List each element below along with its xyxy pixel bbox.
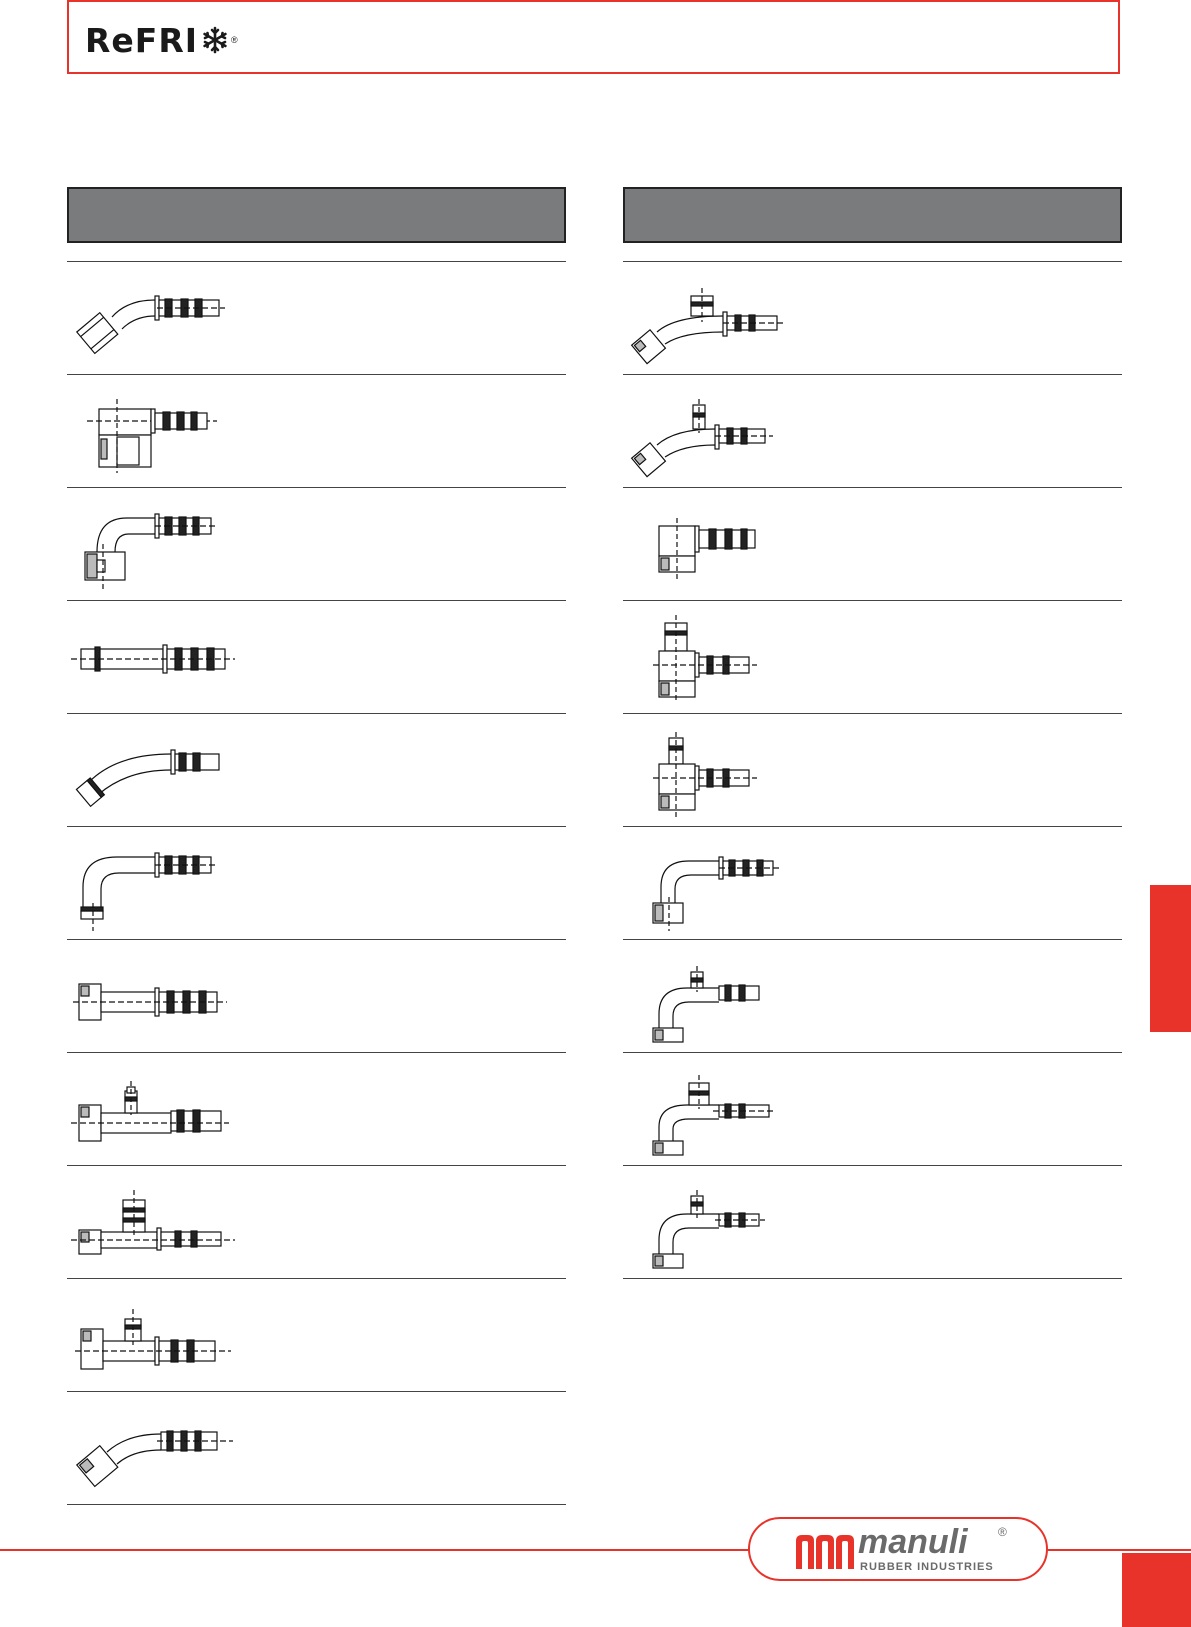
fitting-row bbox=[623, 487, 1122, 600]
logo-text: ReFRI bbox=[85, 20, 199, 60]
fitting-drawing-bend-90-female-port-small bbox=[623, 940, 823, 1052]
manuli-m-mark-icon bbox=[794, 1533, 856, 1571]
fitting-drawing-female-charge-port-large bbox=[67, 1166, 267, 1278]
fitting-drawing-female-45-charge-port-small bbox=[623, 375, 823, 487]
fitting-row bbox=[67, 1165, 566, 1278]
fitting-drawing-bend-90-oring bbox=[67, 827, 267, 939]
fitting-row bbox=[623, 600, 1122, 713]
fitting-row bbox=[67, 1278, 566, 1391]
fitting-drawing-female-charge-port-medium bbox=[67, 1279, 267, 1391]
fitting-drawing-block-90 bbox=[67, 375, 267, 487]
fitting-row bbox=[623, 374, 1122, 487]
fitting-row bbox=[67, 261, 566, 374]
fitting-row bbox=[623, 1165, 1122, 1279]
section-tab bbox=[1150, 885, 1191, 1032]
fitting-row bbox=[67, 600, 566, 713]
fitting-drawing-bend-90-female-port-small bbox=[623, 1166, 823, 1278]
refri-logo bbox=[85, 22, 238, 58]
fitting-row bbox=[623, 1052, 1122, 1165]
fitting-row bbox=[623, 826, 1122, 939]
page-corner-block bbox=[1122, 1553, 1191, 1627]
fitting-row bbox=[67, 1391, 566, 1505]
fitting-row bbox=[67, 713, 566, 826]
fitting-row bbox=[623, 261, 1122, 374]
fitting-drawing-straight-male bbox=[67, 601, 267, 713]
fitting-row bbox=[67, 487, 566, 600]
fitting-drawing-female-charge-port bbox=[67, 1053, 267, 1165]
fitting-drawing-female-45 bbox=[67, 262, 267, 374]
fitting-row bbox=[67, 939, 566, 1052]
fitting-drawing-block-90-charge-port-small bbox=[623, 714, 823, 826]
fitting-drawing-female-45 bbox=[67, 1392, 267, 1504]
right-fittings-list bbox=[623, 261, 1122, 1279]
fitting-row bbox=[67, 826, 566, 939]
header-frame bbox=[67, 0, 1120, 74]
manuli-logo bbox=[748, 1517, 1048, 1581]
fitting-row bbox=[67, 374, 566, 487]
snowflake-icon bbox=[200, 25, 230, 55]
right-column-header bbox=[623, 187, 1122, 243]
fitting-drawing-block-90-charge-port-large bbox=[623, 601, 823, 713]
fitting-drawing-straight-female bbox=[67, 940, 267, 1052]
brand-registered: ® bbox=[998, 1525, 1007, 1539]
fitting-drawing-bend-90-female bbox=[67, 488, 267, 600]
fitting-drawing-bend-90-female bbox=[623, 827, 823, 939]
fitting-row bbox=[623, 939, 1122, 1052]
fitting-drawing-block-90-female bbox=[623, 488, 823, 600]
fitting-drawing-female-45-charge-port-large bbox=[623, 262, 823, 374]
brand-name: manuli bbox=[858, 1523, 968, 1561]
fitting-drawing-bend-90-female-port-large bbox=[623, 1053, 823, 1165]
fitting-drawing-bend-45-oring bbox=[67, 714, 267, 826]
left-column-header bbox=[67, 187, 566, 243]
brand-subtitle: RUBBER INDUSTRIES bbox=[860, 1561, 994, 1573]
left-fittings-list bbox=[67, 261, 566, 1505]
fitting-row bbox=[623, 713, 1122, 826]
fitting-row bbox=[67, 1052, 566, 1165]
logo-registered: ® bbox=[231, 35, 238, 45]
